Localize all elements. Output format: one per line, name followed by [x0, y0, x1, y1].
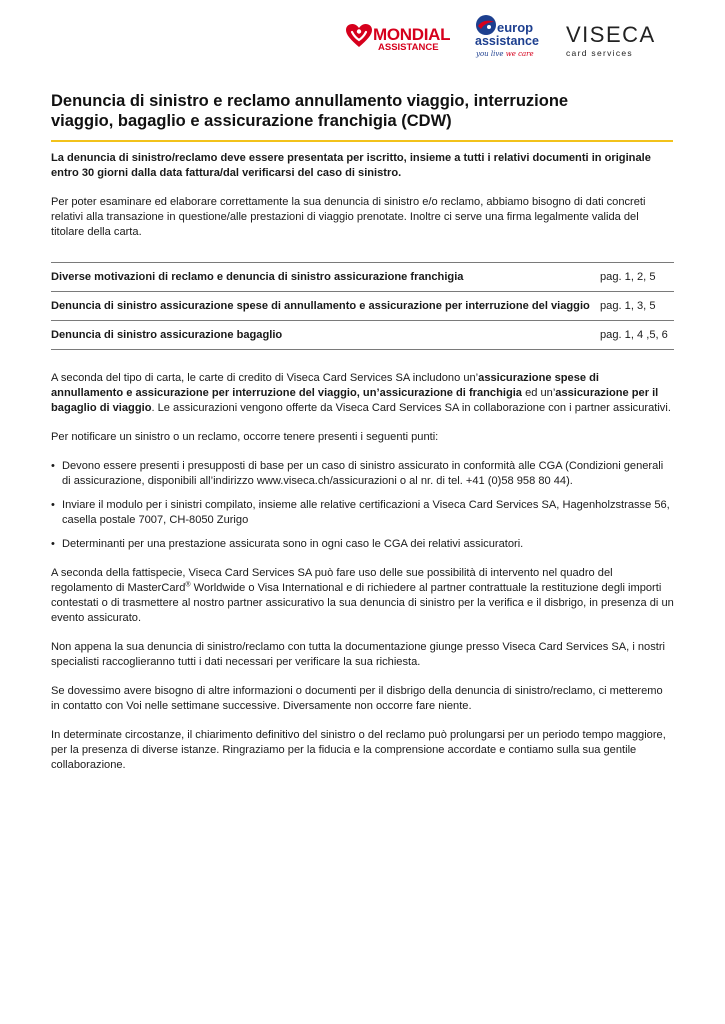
table-topic: Diverse motivazioni di reclamo e denuncia di sinistro assicurazione franchigia	[51, 263, 600, 292]
viseca-name: VISECA	[566, 22, 656, 47]
informazioni-paragraph: Se dovessimo avere bisogno di altre informazioni o documenti per il disbrigo della denuncia di sinistro/reclamo, ci metteremo in contatto con Voi nelle settimane successive. Diversamente non occorre fare niente.	[51, 685, 663, 712]
list-item: • Inviare il modulo per i sinistri compilato, insieme alle relative certificazioni a Viseca Card Services SA, Hagenholzstrasse 56, casella postale 7007, CH-8050 Zurigo	[51, 498, 674, 528]
table-row	[51, 292, 674, 321]
text-run: Worldwide o Visa International e di richiedere al partner contrattuale la restituzione degli importi contestati o di trasmettere al nostro partner assicurativo la sua denuncia di sinistro per la verifica e il disbrigo, in presenza di un evento assicurato.	[51, 582, 674, 624]
documentazione-paragraph: Non appena la sua denuncia di sinistro/reclamo con tutta la documentazione giunge presso Viseca Card Services SA, i nostri specialisti raccoglieranno tutti i dati necessari per verificare la sua richiesta.	[51, 641, 665, 668]
text-run: . Le assicurazioni vengono offerte da Viseca Card Services SA in collaborazione con i partner assicurativi.	[151, 402, 671, 414]
text-run: A seconda della fattispecie, Viseca Card Services SA può fare uso delle sue possibilità di intervento nel quadro del regolamento di MasterCard	[51, 567, 613, 594]
header-logos	[345, 14, 685, 70]
title-divider	[51, 140, 673, 142]
intro-paragraph: Per poter esaminare ed elaborare correttamente la sua denuncia di sinistro e/o reclamo, abbiamo bisogno di dati concreti relativi alla transazione in questione/alle prestazioni di viaggio prenotate. Inoltre ci serve una firma legalmente valida del titolare della carta.	[51, 196, 646, 238]
table-topic: Denuncia di sinistro assicurazione bagaglio	[51, 321, 600, 350]
europ-tagline	[476, 50, 534, 58]
tagline-you-live: you live	[476, 50, 504, 58]
table-pages: pag. 1, 2, 5	[600, 263, 674, 292]
list-item: • Determinanti per una prestazione assicurata sono in ogni caso le CGA dei relativi assicuratori.	[51, 537, 674, 552]
text-run: ed un’	[521, 387, 556, 399]
viseca-sub: card services	[566, 48, 633, 58]
viseca-logo	[566, 22, 656, 58]
table-topic: Denuncia di sinistro assicurazione spese di annullamento e assicurazione per interruzione del viaggio	[51, 292, 600, 321]
page-title: Denuncia di sinistro e reclamo annullamento viaggio, interruzione viaggio, bagaglio e assicurazione franchigia (CDW)	[51, 92, 569, 130]
deadline-notice: La denuncia di sinistro/reclamo deve essere presentata per iscritto, insieme a tutti i relativi documenti in originale entro 30 giorni dalla data fattura/dal verificarsi del caso di sinistro.	[51, 152, 651, 179]
assistance-word: assistance	[475, 34, 539, 48]
registered-mark: ®	[185, 581, 191, 589]
mondial-name: MONDIAL	[373, 25, 451, 44]
bold-run: assicurazione per il bagaglio di viaggio	[51, 387, 659, 414]
card-insurance-paragraph	[51, 371, 674, 416]
bold-run: assicurazione spese di annullamento e assicurazione per interruzione del viaggio, un’assicurazione di franchigia	[51, 372, 600, 399]
table-pages: pag. 1, 3, 5	[600, 292, 674, 321]
europ-word: europ	[497, 20, 534, 35]
list-item: • Devono essere presenti i presupposti di base per un caso di sinistro assicurato in conformità alle CGA (Condizioni generali di assicurazione, disponibili all’indirizzo www.viseca.ch/assicurazioni o al nr. di tel. +41 (0)58 958 80 44).	[51, 459, 674, 489]
text-run: A seconda del tipo di carta, le carte di credito di Viseca Card Services SA includono un’	[51, 372, 479, 384]
europ-globe-icon	[475, 14, 497, 36]
points-intro: Per notificare un sinistro o un reclamo, occorre tenere presenti i seguenti punti:	[51, 431, 439, 443]
table-row	[51, 263, 674, 292]
europ-assistance-logo	[475, 14, 545, 66]
fattispecie-paragraph	[51, 566, 674, 626]
document-body	[51, 151, 674, 787]
tagline-we-care: we care	[505, 50, 534, 58]
circostanze-paragraph: In determinate circostanze, il chiarimento definitivo del sinistro o del reclamo può prolungarsi per un periodo tempo maggiore, per la presenza di diverse istanze. Ringraziamo per la fiducia e la comprensione accordate e contiamo sulla sua gentile collaborazione.	[51, 729, 666, 771]
mondial-sub: ASSISTANCE	[378, 42, 439, 53]
table-pages: pag. 1, 4 ,5, 6	[600, 321, 674, 350]
requirements-list	[51, 459, 674, 552]
form-index-table	[51, 262, 674, 350]
mondial-assistance-logo	[345, 20, 460, 60]
table-row	[51, 321, 674, 350]
mondial-heart-icon	[345, 23, 373, 49]
